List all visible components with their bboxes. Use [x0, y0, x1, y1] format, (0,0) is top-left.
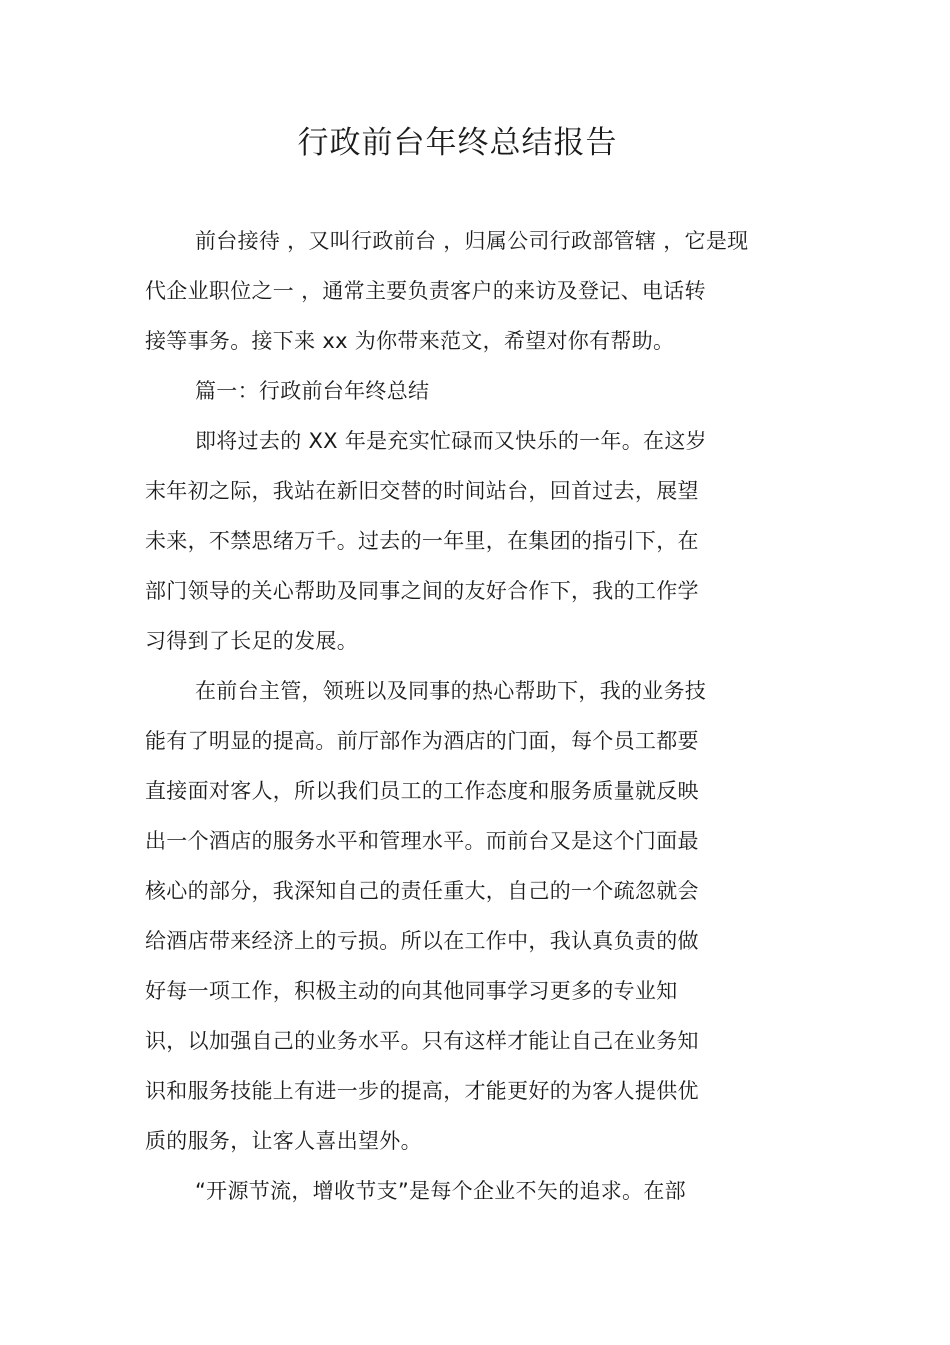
paragraph-2-line-4: 出一个酒店的服务水平和管理水平。而前台又是这个门面最 — [145, 829, 699, 853]
intro-line-1: 前台接待 ，又叫行政前台 ，归属公司行政部管辖 ，它是现 — [195, 229, 749, 253]
section-heading: 篇一：行政前台年终总结 — [195, 379, 430, 403]
paragraph-1-line-4: 部门领导的关心帮助及同事之间的友好合作下，我的工作学 — [145, 579, 699, 603]
paragraph-3-line-1: “开源节流，增收节支”是每个企业不矢的追求。在部 — [195, 1179, 686, 1203]
paragraph-1-line-5: 习得到了长足的发展。 — [145, 629, 358, 653]
paragraph-2-line-9: 识和服务技能上有进一步的提高，才能更好的为客人提供优 — [145, 1079, 699, 1103]
paragraph-2-line-7: 好每一项工作，积极主动的向其他同事学习更多的专业知 — [145, 979, 678, 1003]
paragraph-2-line-10: 质的服务，让客人喜出望外。 — [145, 1129, 422, 1153]
paragraph-1-line-3: 未来，不禁思绪万千。过去的一年里，在集团的指引下，在 — [145, 529, 699, 553]
paragraph-1-line-2: 末年初之际，我站在新旧交替的时间站台，回首过去，展望 — [145, 479, 699, 503]
paragraph-2-line-1: 在前台主管，领班以及同事的热心帮助下，我的业务技 — [195, 679, 707, 703]
intro-line-3: 接等事务。接下来 xx 为你带来范文，希望对你有帮助。 — [145, 329, 675, 353]
paragraph-2-line-5: 核心的部分，我深知自己的责任重大，自己的一个疏忽就会 — [145, 879, 699, 903]
paragraph-2-line-2: 能有了明显的提高。前厅部作为酒店的门面，每个员工都要 — [145, 729, 699, 753]
document-title: 行政前台年终总结报告 — [297, 125, 618, 161]
paragraph-2-line-8: 识，以加强自己的业务水平。只有这样才能让自己在业务知 — [145, 1029, 699, 1053]
paragraph-1-line-1: 即将过去的 XX 年是充实忙碌而又快乐的一年。在这岁 — [195, 429, 707, 453]
intro-line-2: 代企业职位之一 ，通常主要负责客户的来访及登记、电话转 — [145, 279, 706, 303]
paragraph-2-line-3: 直接面对客人，所以我们员工的工作态度和服务质量就反映 — [145, 779, 699, 803]
paragraph-2-line-6: 给酒店带来经济上的亏损。所以在工作中，我认真负责的做 — [145, 929, 699, 953]
